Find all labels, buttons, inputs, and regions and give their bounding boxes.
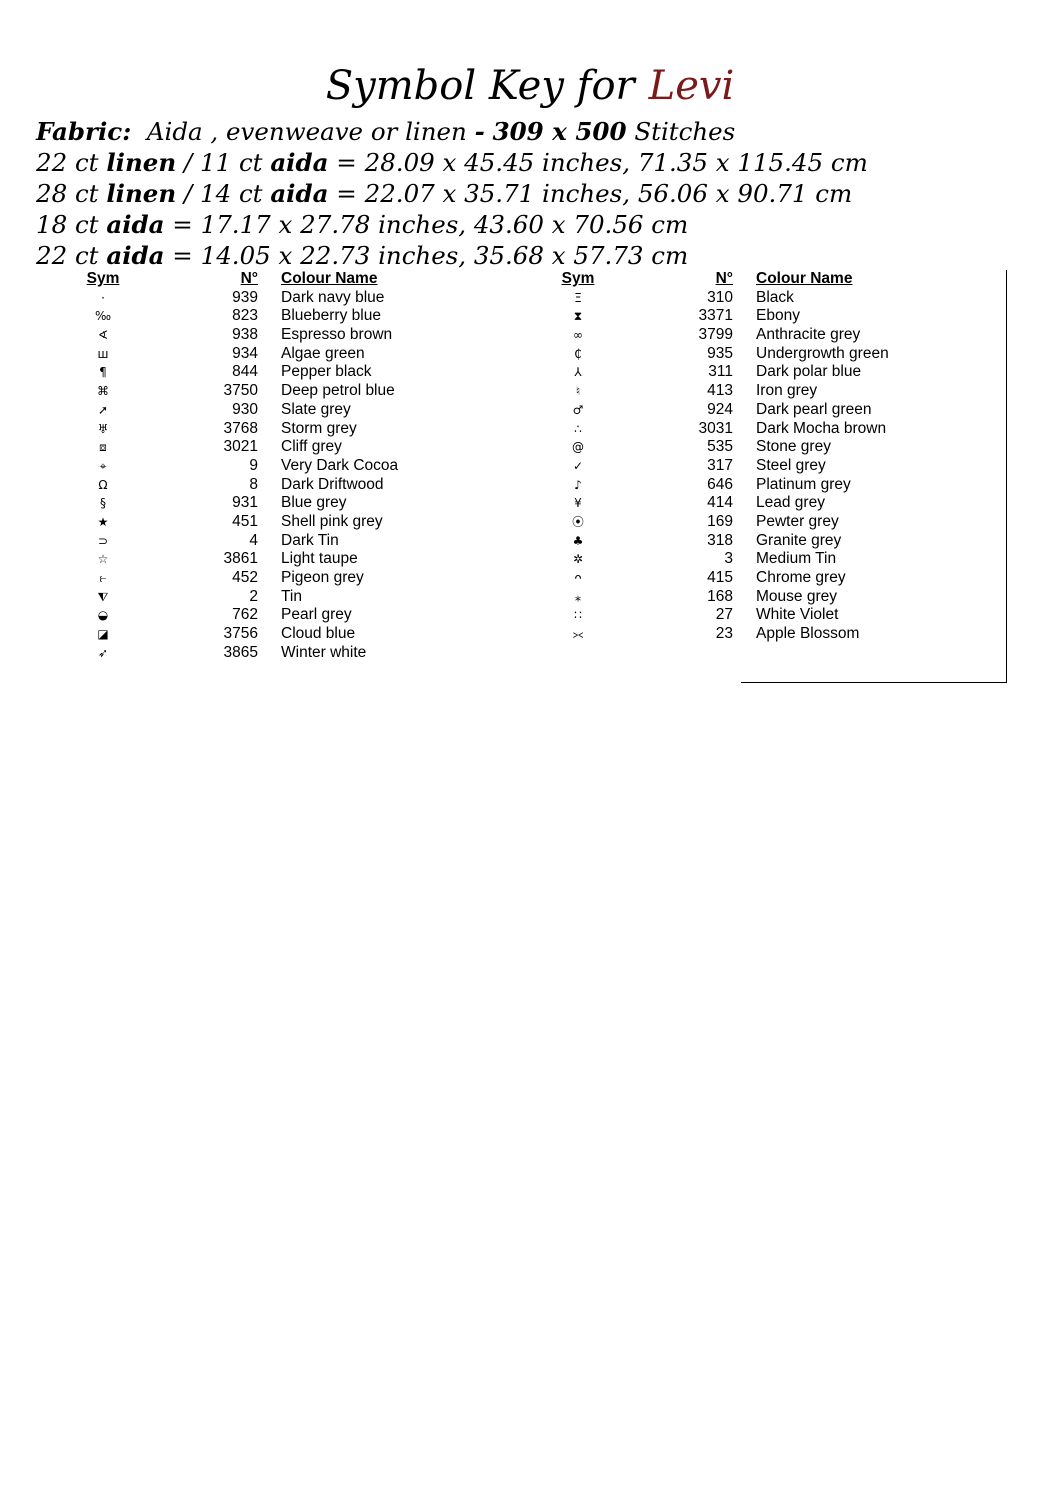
colour-name: Pewter grey <box>756 512 839 530</box>
dmc-number: 311 <box>708 363 733 381</box>
dmc-number: 823 <box>232 307 258 325</box>
sym-header: Sym <box>86 270 120 287</box>
symbol: Ξ <box>574 290 582 305</box>
colour-name: Apple Blossom <box>756 625 860 643</box>
stitch-count: 309 x 500 <box>492 117 627 146</box>
colour-name: Cloud blue <box>281 625 356 643</box>
colour-name: Ebony <box>756 307 800 325</box>
dmc-number: 451 <box>232 512 258 530</box>
dmc-number: 23 <box>715 625 733 643</box>
title-prefix: Symbol Key for <box>325 63 635 109</box>
symbol: ⪥ <box>572 627 584 642</box>
symbol: ∴ <box>574 421 582 436</box>
dmc-number: 3865 <box>223 643 258 661</box>
symbol: ⥼ <box>99 571 107 585</box>
colour-name: Undergrowth green <box>756 344 889 362</box>
fabric-types: Aida , evenweave or linen <box>146 117 467 146</box>
colour-name: Algae green <box>281 344 365 362</box>
page-title <box>0 60 1060 112</box>
symbol: ᴖ <box>574 571 582 585</box>
dmc-number: 317 <box>707 456 733 474</box>
symbol: ♪ <box>574 477 582 492</box>
num-header: N° <box>715 270 733 287</box>
colour-name: Espresso brown <box>281 326 393 344</box>
symbol: § <box>100 496 106 511</box>
symbol: ♅ <box>97 421 109 436</box>
colour-name: Platinum grey <box>756 475 851 493</box>
symbol: ♂ <box>572 402 584 417</box>
dmc-number: 939 <box>232 288 258 306</box>
border-line <box>1006 270 1007 682</box>
colour-name: Lead grey <box>756 494 825 512</box>
name-header: Colour Name <box>756 270 853 287</box>
colour-name: Pigeon grey <box>281 569 364 586</box>
dmc-number: 415 <box>707 569 733 586</box>
symbol: ₵ <box>574 346 582 361</box>
size-line: 28 ct linen / 14 ct aida = 22.07 x 35.71 inches, 56.06 x 90.71 cm <box>36 179 853 208</box>
colour-name: Dark pearl green <box>756 400 872 418</box>
symbol: ⌖ <box>99 458 107 473</box>
symbol: ⅄ <box>574 365 582 380</box>
dmc-number: 3021 <box>223 438 258 456</box>
dmc-number: 169 <box>707 512 733 530</box>
colour-name: Anthracite grey <box>756 326 861 344</box>
dmc-number: 931 <box>232 494 258 512</box>
dmc-number: 3371 <box>698 307 733 325</box>
colour-name: Pepper black <box>281 363 372 381</box>
pattern-name: Levi <box>648 63 735 109</box>
dmc-number: 413 <box>707 382 733 400</box>
symbol: ➚ <box>97 402 109 417</box>
stitch-suffix: Stitches <box>634 117 736 146</box>
dmc-number: 452 <box>232 569 258 586</box>
colour-name: Dark Mocha brown <box>756 419 887 437</box>
dmc-number: 3750 <box>223 382 258 400</box>
symbol: · <box>101 290 105 305</box>
symbol: ◪ <box>97 627 109 642</box>
size-line: 18 ct aida = 17.17 x 27.78 inches, 43.60 x 70.56 cm <box>36 210 689 239</box>
symbol: ∢ <box>97 328 109 343</box>
symbol: ¥ <box>574 496 582 511</box>
dmc-number: 318 <box>707 531 733 549</box>
colour-name: Cliff grey <box>281 438 342 456</box>
dmc-number: 2 <box>249 587 258 605</box>
colour-name: Steel grey <box>756 456 826 474</box>
colour-name: Deep petrol blue <box>281 382 395 400</box>
fabric-dash: - <box>474 117 485 146</box>
sym-header: Sym <box>561 270 595 287</box>
colour-name: Black <box>756 288 794 306</box>
symbol: ✓ <box>572 458 584 473</box>
symbol: ★ <box>97 514 109 529</box>
symbol: ∞ <box>573 328 583 343</box>
dmc-number: 762 <box>232 606 258 624</box>
dmc-number: 3 <box>724 550 733 568</box>
symbol: ⦿ <box>571 514 584 529</box>
name-header: Colour Name <box>281 270 378 287</box>
symbol: ➶ <box>97 645 109 660</box>
symbol: Ω <box>98 477 108 492</box>
fabric-info <box>36 116 1036 271</box>
colour-name: Storm grey <box>281 419 357 437</box>
colour-name: Shell pink grey <box>281 512 383 530</box>
size-line: 22 ct aida = 14.05 x 22.73 inches, 35.68 x 57.73 cm <box>36 241 689 270</box>
colour-name: Blueberry blue <box>281 307 381 325</box>
colour-name: Tin <box>281 587 302 605</box>
symbol: ⁎ <box>575 589 581 604</box>
fabric-label: Fabric: <box>36 117 132 146</box>
colour-name: Dark polar blue <box>756 363 862 381</box>
symbol: ♮ <box>575 384 581 399</box>
symbol: ⧈ <box>99 440 107 455</box>
colour-name: Dark navy blue <box>281 288 385 306</box>
symbol: ✲ <box>572 552 584 567</box>
dmc-number: 4 <box>249 531 258 549</box>
dmc-number: 930 <box>232 400 258 418</box>
colour-name: Blue grey <box>281 494 347 512</box>
colour-name: Winter white <box>281 643 367 661</box>
symbol: ш <box>97 346 109 361</box>
border-line <box>741 682 1007 683</box>
colour-name: Granite grey <box>756 531 842 549</box>
fabric-line <box>36 116 1036 147</box>
colour-name: White Violet <box>756 606 839 624</box>
colour-name: Very Dark Cocoa <box>281 456 399 474</box>
dmc-number: 535 <box>707 438 733 456</box>
dmc-number: 646 <box>707 475 733 493</box>
dmc-number: 414 <box>707 494 733 512</box>
dmc-number: 27 <box>715 606 733 624</box>
colour-name: Slate grey <box>281 400 351 418</box>
symbol: ⧨ <box>97 589 109 604</box>
symbol: ⌘ <box>97 384 109 399</box>
dmc-number: 844 <box>232 363 258 381</box>
dmc-number: 935 <box>707 344 733 362</box>
dmc-number: 3799 <box>698 326 733 344</box>
num-header: N° <box>240 270 258 287</box>
dmc-number: 168 <box>707 587 733 605</box>
symbol: ☆ <box>97 552 109 567</box>
dmc-number: 310 <box>707 288 733 306</box>
symbol: ⊃ <box>97 533 109 548</box>
symbol: ◒ <box>97 608 109 623</box>
dmc-number: 3031 <box>698 419 733 437</box>
dmc-number: 8 <box>249 475 258 493</box>
colour-name: Light taupe <box>281 550 358 568</box>
colour-name: Mouse grey <box>756 587 837 605</box>
symbol: ‰ <box>94 309 112 324</box>
colour-name: Iron grey <box>756 382 818 400</box>
size-line: 22 ct linen / 11 ct aida = 28.09 x 45.45 inches, 71.35 x 115.45 cm <box>36 148 868 177</box>
colour-name: Medium Tin <box>756 550 837 568</box>
symbol: ∷ <box>574 608 582 623</box>
symbol: ♣ <box>572 533 584 548</box>
colour-name: Chrome grey <box>756 569 846 586</box>
symbol: ⧗ <box>573 309 583 324</box>
colour-name: Dark Tin <box>281 531 339 549</box>
dmc-number: 3756 <box>223 625 258 643</box>
symbol: ¶ <box>99 365 107 380</box>
colour-name: Pearl grey <box>281 606 352 624</box>
symbol: @ <box>572 440 584 455</box>
dmc-number: 934 <box>232 344 258 362</box>
dmc-number: 9 <box>249 456 258 474</box>
dmc-number: 938 <box>232 326 258 344</box>
dmc-number: 924 <box>707 400 733 418</box>
colour-name: Dark Driftwood <box>281 475 384 493</box>
colour-name: Stone grey <box>756 438 831 456</box>
dmc-number: 3861 <box>223 550 258 568</box>
dmc-number: 3768 <box>223 419 258 437</box>
